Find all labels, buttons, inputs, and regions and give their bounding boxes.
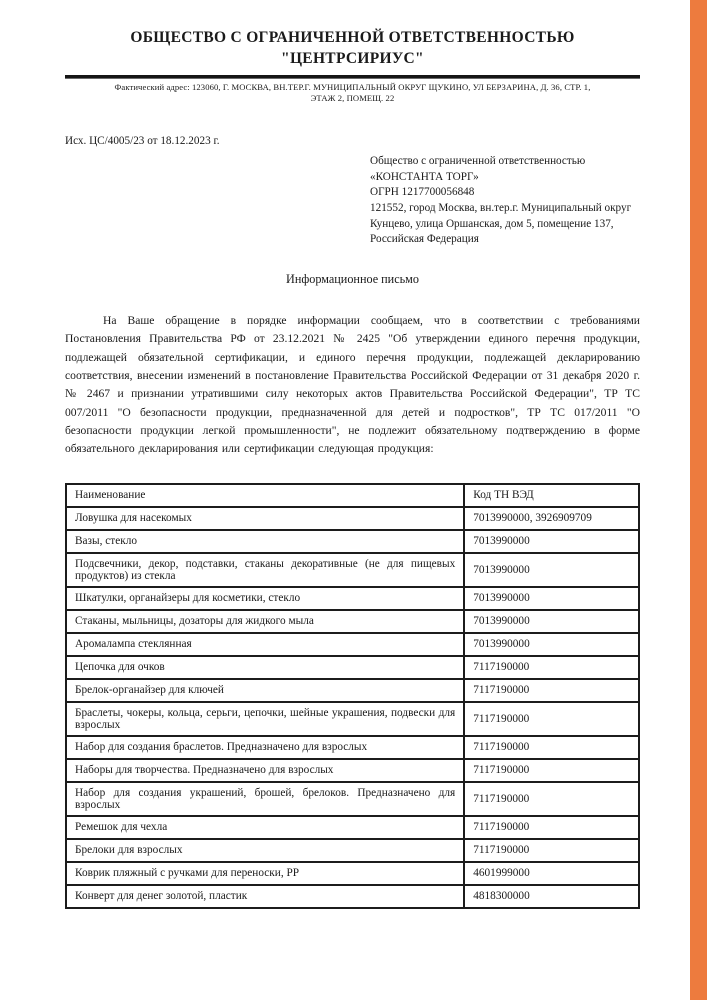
- product-name-cell: Шкатулки, органайзеры для косметики, стекло: [66, 587, 464, 610]
- table-row: [66, 736, 639, 759]
- company-address-line2: ЭТАЖ 2, ПОМЕЩ. 22: [310, 93, 395, 104]
- table-row: [66, 679, 639, 702]
- product-name-cell: Набор для создания украшений, брошей, брелоков. Предназначено для взрослых: [66, 782, 464, 816]
- product-code-cell: 7117190000: [464, 816, 639, 839]
- company-name-line1: ОБЩЕСТВО С ОГРАНИЧЕННОЙ ОТВЕТСТВЕННОСТЬЮ: [130, 29, 575, 46]
- product-name-cell: Конверт для денег золотой, пластик: [66, 885, 464, 908]
- table-row: [66, 839, 639, 862]
- table-row: [66, 885, 639, 908]
- table-row: [66, 862, 639, 885]
- company-address: [65, 82, 640, 105]
- product-table-body: [66, 507, 639, 908]
- recipient-line: Российская Федерация: [370, 233, 479, 246]
- product-code-cell: 7117190000: [464, 782, 639, 816]
- product-code-cell: 7013990000, 3926909709: [464, 507, 639, 530]
- product-code-cell: 7013990000: [464, 530, 639, 553]
- product-name-cell: Брелоки для взрослых: [66, 839, 464, 862]
- product-code-cell: 7117190000: [464, 759, 639, 782]
- recipient-block: [370, 154, 640, 248]
- letter-body: На Ваше обращение в порядке информации сообщаем, что в соответствии с требованиями Постановления Правительства РФ от 23.12.2021 № 2425 "Об утверждении единого перечня продукции, подлежащей обязательной сертификации, и единого перечня продукции, подлежащей декларированию соответствия, внесении изменений в постановление Правительства Российской Федерации от 31 декабря 2020 г. № 2467 и признании утратившими силу некоторых актов Правительства Российской Федерации", ТР ТС 007/2011 "О безопасности продукции, предназначенной для детей и подростков", ТР ТС 017/2011 "О безопасности продукции легкой промышленности", не подлежит обязательному подтверждению в форме обязательного декларирования или сертификации следующая продукция:: [65, 314, 640, 456]
- table-row: [66, 656, 639, 679]
- product-code-cell: 7117190000: [464, 656, 639, 679]
- table-row: [66, 587, 639, 610]
- product-name-cell: Подсвечники, декор, подставки, стаканы декоративные (не для пищевых продуктов) из стекла: [66, 553, 464, 587]
- outgoing-reference: Исх. ЦС/4005/23 от 18.12.2023 г.: [65, 135, 220, 148]
- table-row: [66, 507, 639, 530]
- table-row: [66, 553, 639, 587]
- product-name-cell: Наборы для творчества. Предназначено для взрослых: [66, 759, 464, 782]
- product-code-cell: 4818300000: [464, 885, 639, 908]
- product-name-cell: Ловушка для насекомых: [66, 507, 464, 530]
- product-name-cell: Брелок-органайзер для ключей: [66, 679, 464, 702]
- table-row: [66, 610, 639, 633]
- product-name-cell: Браслеты, чокеры, кольца, серьги, цепочки, шейные украшения, подвески для взрослых: [66, 702, 464, 736]
- product-name-cell: Ремешок для чехла: [66, 816, 464, 839]
- product-name-cell: Стаканы, мыльницы, дозаторы для жидкого мыла: [66, 610, 464, 633]
- table-row: [66, 530, 639, 553]
- page-accent-band: [690, 0, 707, 1000]
- table-row: [66, 633, 639, 656]
- product-name-cell: Цепочка для очков: [66, 656, 464, 679]
- table-row: [66, 816, 639, 839]
- product-code-cell: 7013990000: [464, 633, 639, 656]
- column-header-code: Код ТН ВЭД: [464, 484, 639, 507]
- product-name-cell: Набор для создания браслетов. Предназначено для взрослых: [66, 736, 464, 759]
- product-name-cell: Аромалампа стеклянная: [66, 633, 464, 656]
- table-row: [66, 782, 639, 816]
- company-address-line1: Фактический адрес: 123060, Г. МОСКВА, ВН.ТЕР.Г. МУНИЦИПАЛЬНЫЙ ОКРУГ ЩУКИНО, УЛ БЕРЗАРИНА, Д. 36, СТР. 1,: [114, 81, 591, 92]
- recipient-line: 121552, город Москва, вн.тер.г. Муниципальный округ: [370, 202, 632, 215]
- company-name-line2: "ЦЕНТРСИРИУС": [281, 49, 424, 67]
- product-code-cell: 7117190000: [464, 839, 639, 862]
- recipient-line: Кунцево, улица Оршанская, дом 5, помещение 137,: [370, 217, 614, 230]
- product-name-cell: Вазы, стекло: [66, 530, 464, 553]
- table-row: [66, 759, 639, 782]
- table-header-row: [66, 484, 639, 507]
- header-divider: [65, 75, 640, 79]
- product-code-cell: 7013990000: [464, 587, 639, 610]
- product-code-cell: 7013990000: [464, 610, 639, 633]
- product-table: [65, 483, 640, 909]
- company-name: [65, 28, 640, 70]
- product-name-cell: Коврик пляжный с ручками для переноски, PP: [66, 862, 464, 885]
- recipient-line: ОГРН 1217700056848: [370, 186, 475, 199]
- recipient-line: «КОНСТАНТА ТОРГ»: [370, 170, 479, 183]
- recipient-line: Общество с ограниченной ответственностью: [370, 155, 586, 168]
- product-code-cell: 7013990000: [464, 553, 639, 587]
- letter-content: [65, 0, 640, 909]
- product-code-cell: 7117190000: [464, 736, 639, 759]
- product-code-cell: 4601999000: [464, 862, 639, 885]
- column-header-name: Наименование: [66, 484, 464, 507]
- table-row: [66, 702, 639, 736]
- product-table-head: [66, 484, 639, 507]
- product-code-cell: 7117190000: [464, 702, 639, 736]
- product-code-cell: 7117190000: [464, 679, 639, 702]
- letter-title: Информационное письмо: [286, 272, 419, 287]
